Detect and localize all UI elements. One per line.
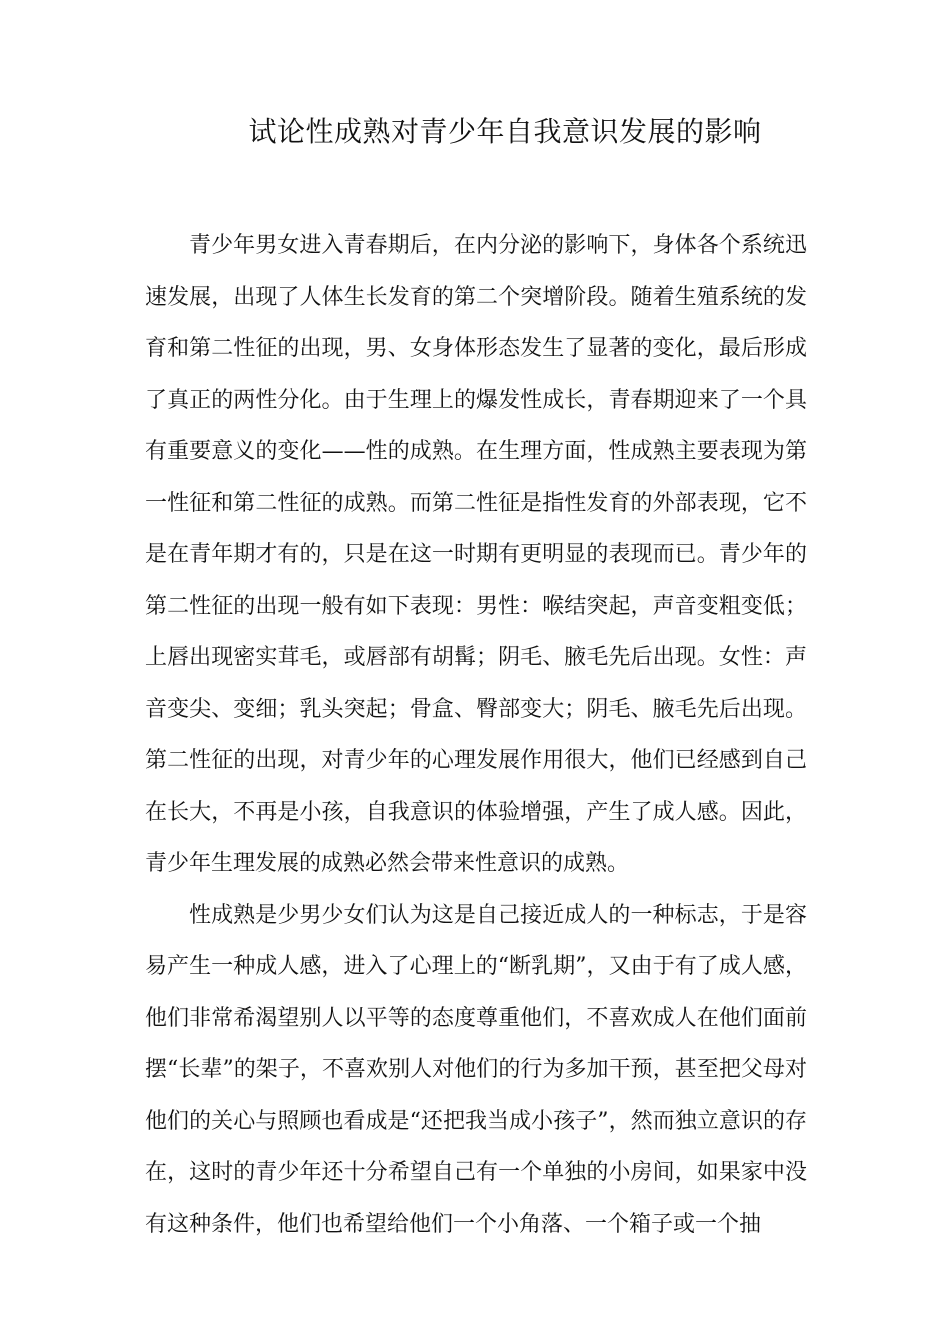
paragraph: 性成熟是少男少女们认为这是自己接近成人的一种标志，于是容易产生一种成人感，进入了心理上的“断乳期”，又由于有了成人感，他们非常希渴望别人以平等的态度尊重他们，不喜欢成人在他们面前摆“长辈”的架子，不喜欢别人对他们的行为多加干预，甚至把父母对他们的关心与照顾也看成是“还把我当成小孩子”，然而独立意识的存在，这时的青少年还十分希望自己有一个单独的小房间，如果家中没有这种条件，他们也希望给他们一个小角落、一个箱子或一个抽	[145, 902, 807, 1237]
document-body	[145, 220, 807, 1250]
document-title: 试论性成熟对青少年自我意识发展的影响	[248, 115, 762, 148]
paragraph: 青少年男女进入青春期后，在内分泌的影响下，身体各个系统迅速发展，出现了人体生长发育的第二个突增阶段。随着生殖系统的发育和第二性征的出现，男、女身体形态发生了显著的变化，最后形成了真正的两性分化。由于生理上的爆发性成长，青春期迎来了一个具有重要意义的变化——性的成熟。在生理方面，性成熟主要表现为第一性征和第二性征的成熟。而第二性征是指性发育的外部表现，它不是在青年期才有的，只是在这一时期有更明显的表现而已。青少年的第二性征的出现一般有如下表现：男性：喉结突起，声音变粗变低；上唇出现密实茸毛，或唇部有胡髯；阴毛、腋毛先后出现。女性：声音变尖、变细；乳头突起；骨盒、臀部变大；阴毛、腋毛先后出现。第二性征的出现，对青少年的心理发展作用很大，他们已经感到自己在长大，不再是小孩，自我意识的体验增强，产生了成人感。因此，青少年生理发展的成熟必然会带来性意识的成熟。	[145, 233, 807, 876]
